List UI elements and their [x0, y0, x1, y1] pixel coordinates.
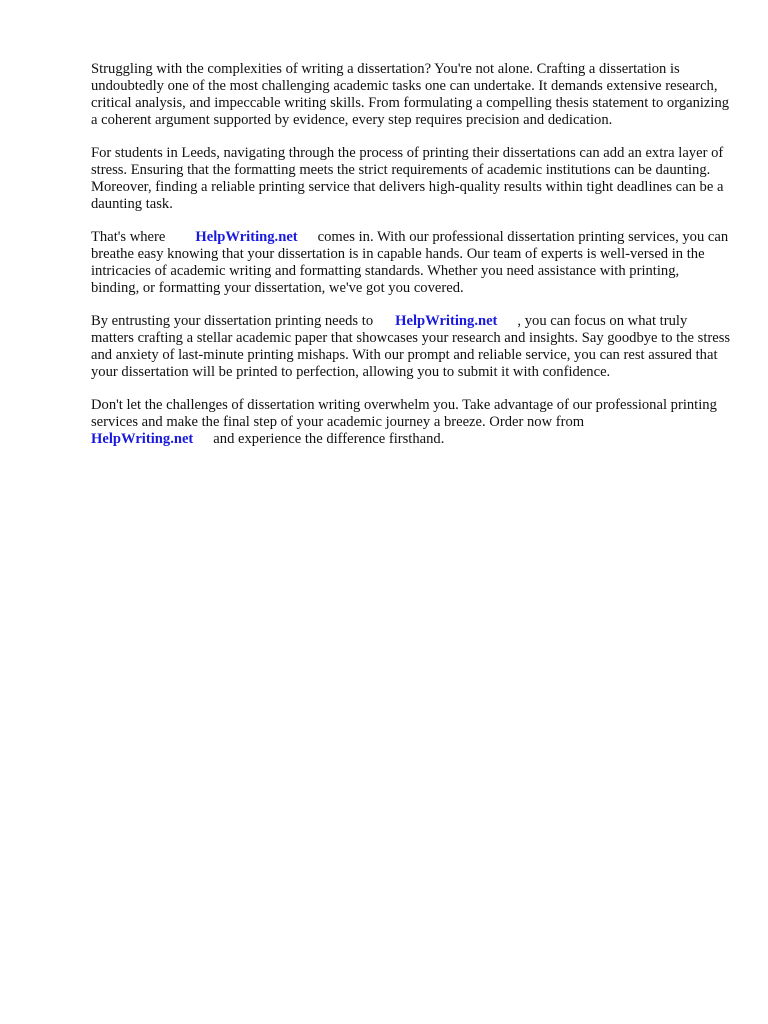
- paragraph-5-rest-text: and experience the difference firsthand.: [213, 431, 445, 447]
- document-body: [91, 61, 731, 464]
- paragraph-4-rest-text: , you can focus on what truly matters crafting a stellar academic paper that showcases your research and insights. Say goodbye to the stress and anxiety of last-minute printing mishaps. With our prompt and reliable service, you can rest assured that your dissertation will be printed to perfection, allowing you to submit it with confidence.: [91, 313, 731, 380]
- paragraph-5-lead-text: Don't let the challenges of dissertation writing overwhelm you. Take advantage of our professional printing services and make the final step of your academic journey a breeze. Order now from: [91, 397, 717, 430]
- helpwriting-link-2[interactable]: HelpWriting.net: [395, 313, 498, 329]
- paragraph-3-rest-text: comes in. With our professional dissertation printing services, you can breathe easy knowing that your dissertation is in capable hands. Our team of experts is well-versed in the intricacies of academic writing and formatting standards. Whether you need assistance with printing, binding, or formatting your dissertation, we've got you covered.: [91, 229, 729, 296]
- paragraph-3-lead-text: That's where: [91, 229, 166, 245]
- paragraph-intro: Struggling with the complexities of writing a dissertation? You're not alone. Crafting a dissertation is undoubtedly one of the most challenging academic tasks one can undertake. It demands extensive research, critical analysis, and impeccable writing skills. From formulating a compelling thesis statement to organizing a coherent argument supported by evidence, every step requires precision and dedication.: [91, 61, 730, 128]
- helpwriting-link-3[interactable]: HelpWriting.net: [91, 431, 194, 447]
- paragraph-entrusting: [91, 313, 731, 381]
- paragraph-closing: [91, 397, 731, 448]
- paragraph-leeds: For students in Leeds, navigating through the process of printing their dissertations can add an extra layer of stress. Ensuring that the formatting meets the strict requirements of academic institutions can be daunting. Moreover, finding a reliable printing service that delivers high-quality results within tight deadlines can be a daunting task.: [91, 145, 724, 212]
- paragraph-thats-where: [91, 229, 731, 297]
- paragraph-4-lead-text: By entrusting your dissertation printing needs to: [91, 313, 374, 329]
- helpwriting-link-1[interactable]: HelpWriting.net: [195, 229, 298, 245]
